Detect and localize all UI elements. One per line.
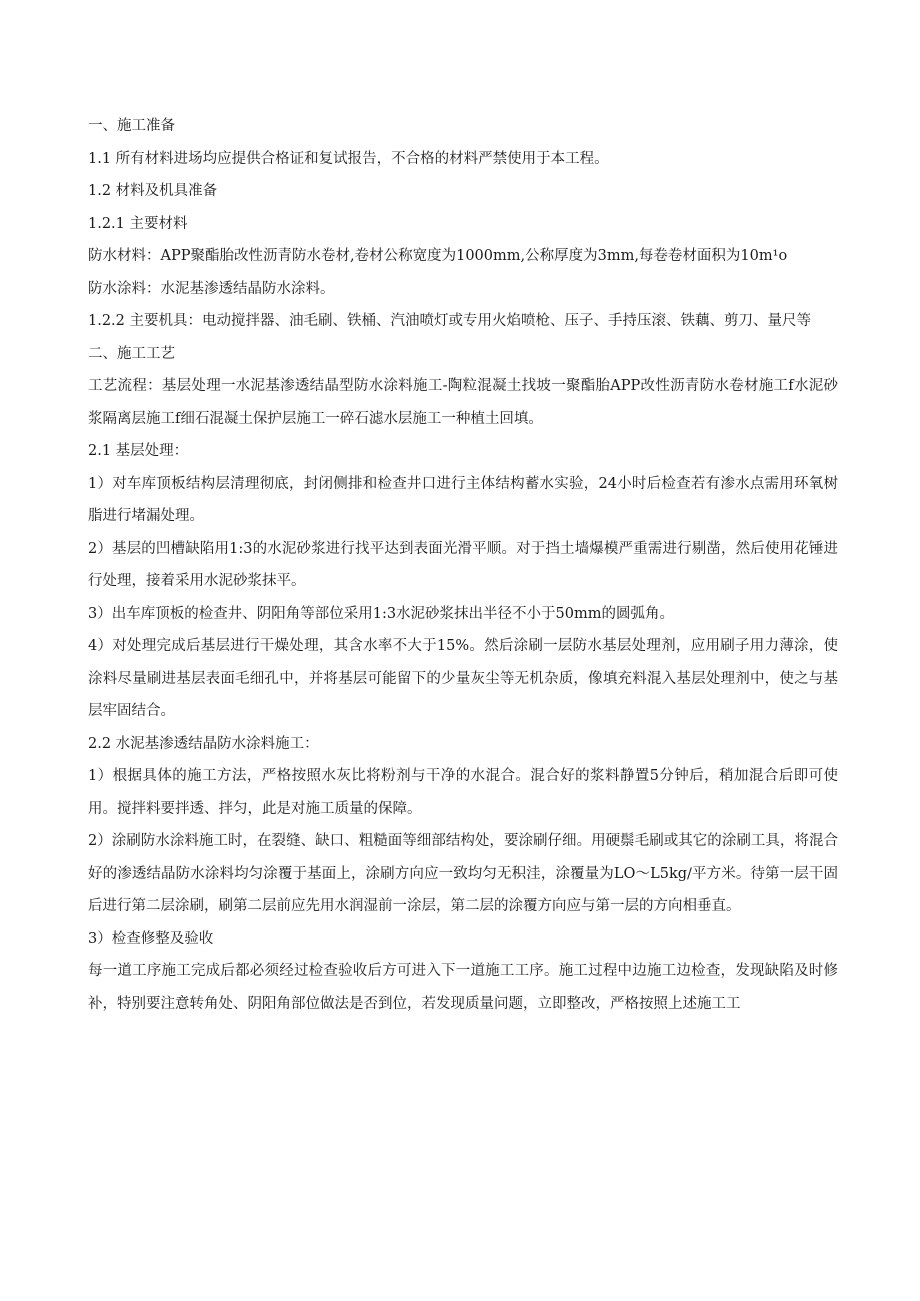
paragraph-2-1-item-3: 3）出车库顶板的检查井、阴阳角等部位采用1:3水泥砂浆抹出半径不小于50mm的圆弧角。: [88, 605, 675, 622]
paragraph-2-1-item-1: 1）对车库顶板结构层清理彻底，封闭侧排和检查井口进行主体结构蓄水实验，24小时后检查若有渗水点需用环氧树脂进行堵漏处理。: [88, 475, 838, 524]
paragraph-2-2-item-3: 3）检查修整及验收: [88, 930, 214, 947]
paragraph-1-2-1: 1.2.1 主要材料: [88, 215, 188, 232]
paragraph-1-1: 1.1 所有材料进场均应提供合格证和复试报告，不合格的材料严禁使用于本工程。: [88, 150, 609, 167]
document-body: [88, 110, 838, 1020]
paragraph-1-2-2: 1.2.2 主要机具：电动搅拌器、油毛刷、铁桶、汽油喷灯或专用火焰喷枪、压子、手持压滚、铁藕、剪刀、量尺等: [88, 313, 811, 329]
paragraph-inspection: 每一道工序施工完成后都必须经过检查验收后方可进入下一道施工工序。施工过程中边施工边检查，发现缺陷及时修补，特别要注意转角处、阴阳角部位做法是否到位，若发现质量问题，立即整改，严格按照上述施工工: [88, 963, 838, 1012]
section-heading-preparation: 一、施工准备: [88, 118, 175, 134]
section-heading-process: 二、施工工艺: [88, 345, 175, 362]
paragraph-process-flow: 工艺流程：基层处理一水泥基渗透结晶型防水涂料施工-陶粒混凝土找坡一聚酯胎APP改性沥青防水卷材施工f水泥砂浆隔离层施工f细石混凝土保护层施工一碎石滤水层施工一种植土回填。: [88, 378, 838, 427]
paragraph-2-2: 2.2 水泥基渗透结晶防水涂料施工：: [88, 735, 319, 752]
paragraph-2-2-item-1: 1）根据具体的施工方法，严格按照水灰比将粉剂与干净的水混合。混合好的浆料静置5分钟后，稍加混合后即可使用。搅拌料要拌透、拌匀，此是对施工质量的保障。: [88, 768, 838, 817]
paragraph-2-1: 2.1 基层处理：: [88, 443, 189, 459]
paragraph-2-1-item-2: 2）基层的凹槽缺陷用1:3的水泥砂浆进行找平达到表面光滑平顺。对于挡土墙爆模严重需进行剔凿，然后使用花锤进行处理，接着采用水泥砂浆抹平。: [88, 540, 838, 589]
paragraph-1-2: 1.2 材料及机具准备: [88, 183, 218, 199]
paragraph-waterproof-material: 防水材料：APP聚酯胎改性沥青防水卷材,卷材公称宽度为1000mm,公称厚度为3mm,每卷卷材面积为10m¹o: [88, 248, 788, 264]
paragraph-2-2-item-2: 2）涂刷防水涂料施工时，在裂缝、缺口、粗糙面等细部结构处，要涂刷仔细。用硬鬃毛刷或其它的涂刷工具，将混合好的渗透结晶防水涂料均匀涂覆于基面上，涂刷方向应一致均匀无积洼，涂覆量为LO～L5kg∕平方米。待第一层干固后进行第二层涂刷，刷第二层前应先用水润湿前一涂层，第二层的涂覆方向应与第一层的方向相垂直。: [88, 833, 838, 914]
paragraph-waterproof-coating: 防水涂料：水泥基渗透结晶防水涂料。: [88, 280, 335, 297]
paragraph-2-1-item-4: 4）对处理完成后基层进行干燥处理，其含水率不大于15%。然后涂刷一层防水基层处理剂，应用刷子用力薄涂，使涂料尽量刷进基层表面毛细孔中，并将基层可能留下的少量灰尘等无机杂质，像填充料混入基层处理剂中，使之与基层牢固结合。: [88, 638, 838, 719]
